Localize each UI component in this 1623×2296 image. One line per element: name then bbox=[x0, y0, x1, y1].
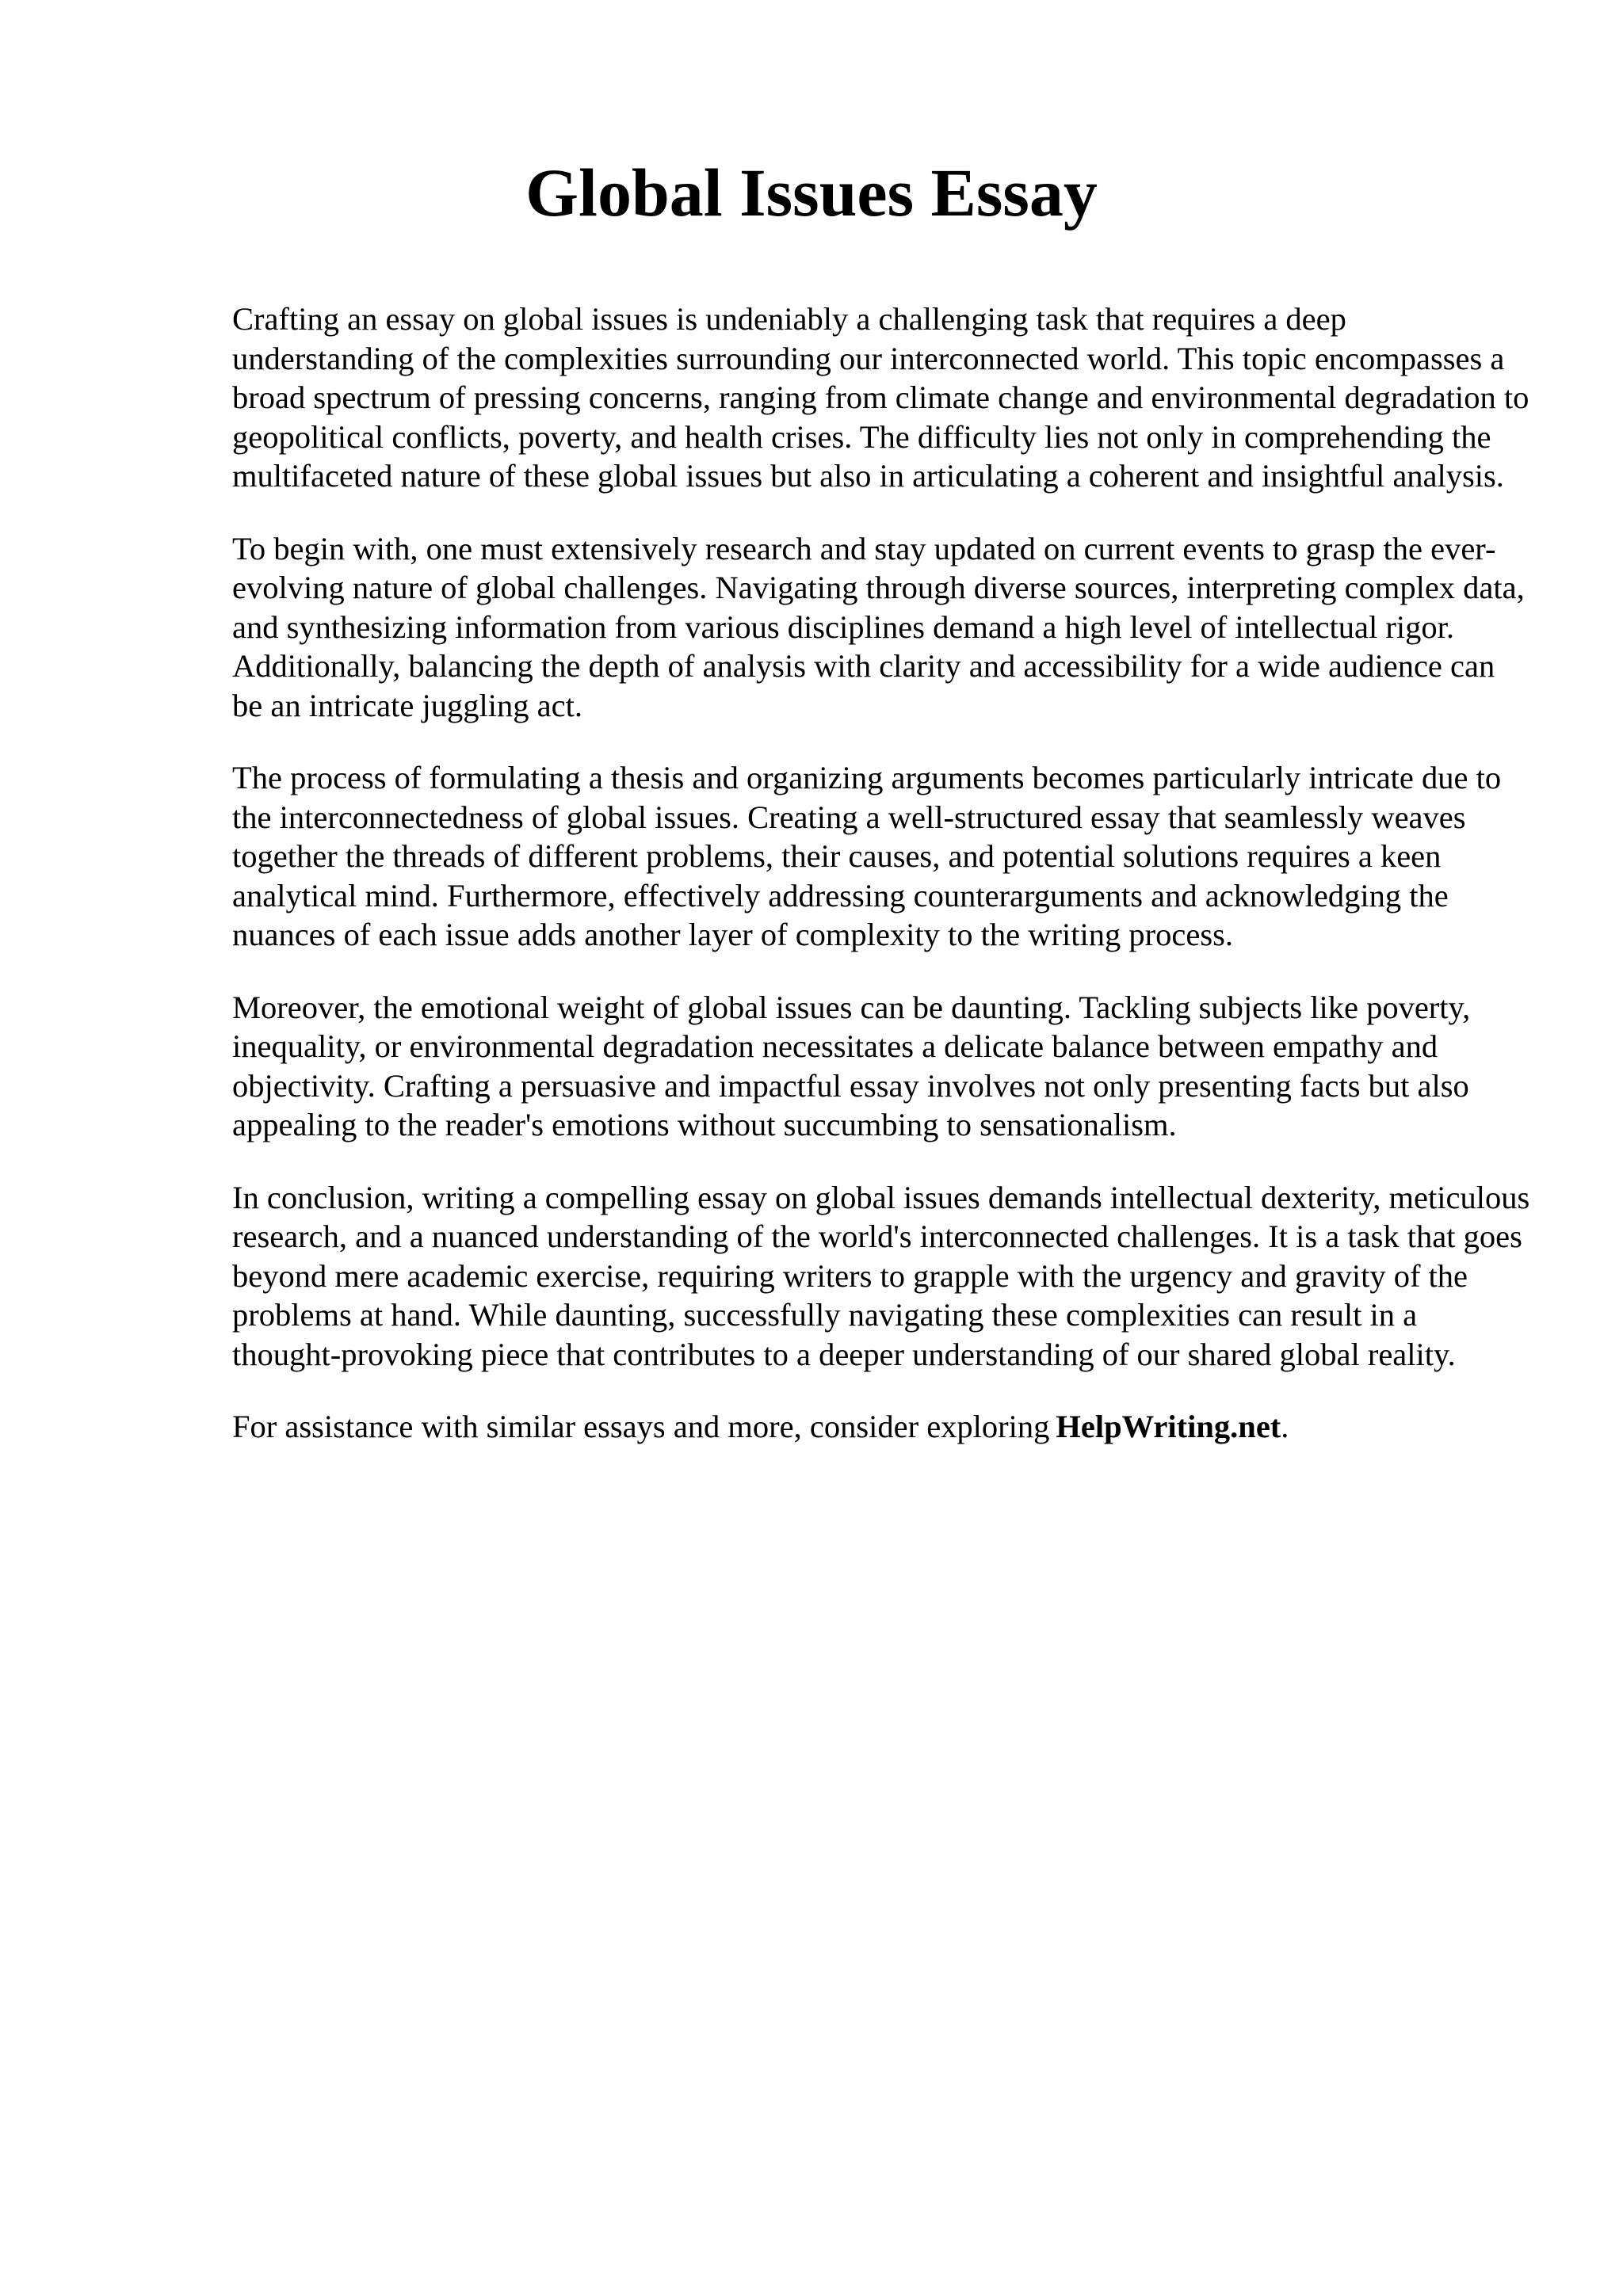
essay-body bbox=[232, 299, 1532, 1447]
closing-prefix: For assistance with similar essays and more, consider exploring bbox=[232, 1409, 1050, 1444]
paragraph-conclusion: In conclusion, writing a compelling essay on global issues demands intellectual dexterity, meticulous research, and a nuanced understanding of the world's interconnected challenges. It is a task that goes beyond mere academic exercise, requiring writers to grapple with the urgency and gravity of the problems at hand. While daunting, successfully navigating these complexities can result in a thought-provoking piece that contributes to a deeper understanding of our shared global reality. bbox=[232, 1179, 1530, 1372]
closing-line bbox=[232, 1407, 1532, 1447]
paragraph-emotional-weight: Moreover, the emotional weight of global issues can be daunting. Tackling subjects like poverty, inequality, or environmental degradation necessitates a delicate balance between empathy and objectivity. Crafting a persuasive and impactful essay involves not only presenting facts but also appealing to the reader's emotions without succumbing to sensationalism. bbox=[232, 989, 1471, 1142]
helpwriting-link[interactable]: HelpWriting.net bbox=[1056, 1409, 1281, 1444]
paragraph-thesis: The process of formulating a thesis and organizing arguments becomes particularly intricate due to the interconnectedness of global issues. Creating a well-structured essay that seamlessly weaves together the threads of different problems, their causes, and potential solutions requires a keen analytical mind. Furthermore, effectively addressing counterarguments and acknowledging the nuances of each issue adds another layer of complexity to the writing process. bbox=[232, 760, 1502, 952]
page-title: Global Issues Essay bbox=[525, 154, 1098, 231]
paragraph-research: To begin with, one must extensively research and stay updated on current events to grasp the ever-evolving nature of global challenges. Navigating through diverse sources, interpreting complex data, and synthesizing information from various disciplines demand a high level of intellectual rigor. Additionally, balancing the depth of analysis with clarity and accessibility for a wide audience can be an intricate juggling act. bbox=[232, 530, 1525, 723]
paragraph-intro: Crafting an essay on global issues is undeniably a challenging task that requires a deep understanding of the complexities surrounding our interconnected world. This topic encompasses a broad spectrum of pressing concerns, ranging from climate change and environmental degradation to geopolitical conflicts, poverty, and health crises. The difficulty lies not only in comprehending the multifaceted nature of these global issues but also in articulating a coherent and insightful analysis. bbox=[232, 301, 1529, 494]
closing-suffix: . bbox=[1281, 1409, 1289, 1444]
